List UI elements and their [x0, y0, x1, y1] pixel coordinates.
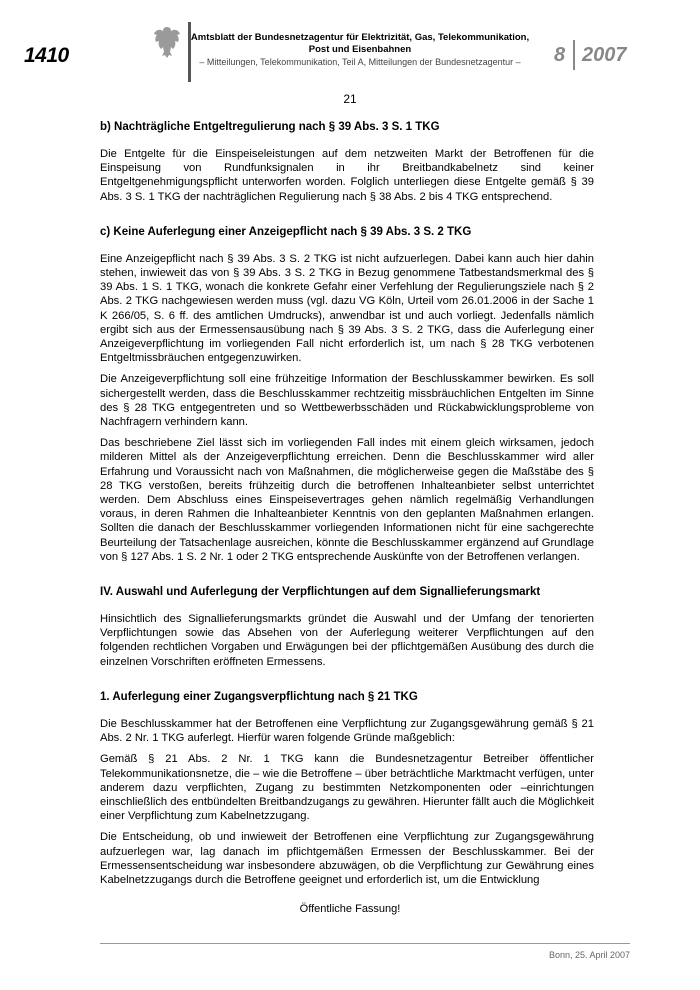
public-version-note: Öffentliche Fassung! [299, 903, 401, 915]
section-1-paragraph-3: Die Entscheidung, ob und inwieweit der Betroffenen eine Verpflichtung zur Zugangsgewährung aufzuerlegen war, lag danach im pflichtgemäßen Ermessen der Beschlusskammer. Bei der Ermessensentscheidung war insbesondere abzuwägen, ob die Verpflichtung zur Gewährung eines Kabelnetzzugangs durch die Betroffene geeignet und erforderlich ist, um die Entwicklung [100, 831, 594, 886]
section-c-paragraph-2: Die Anzeigeverpflichtung soll eine frühzeitige Information der Beschlusskammer bewirken. Es soll sichergestellt werden, dass die Beschlusskammer rechtzeitig missbräuchlichen Entgelten im Sinne des § 28 TKG entgegentreten und so Wettbewerbsschäden und Rückabwicklungsprobleme von Nachfragern verhindern kann. [100, 373, 594, 429]
document-body [100, 120, 594, 894]
section-1-heading: 1. Auferlegung einer Zugangsverpflichtung nach § 21 TKG [100, 690, 418, 703]
section-c-paragraph-3: Das beschriebene Ziel lässt sich im vorliegenden Fall indes mit einem gleich wirksamen, jedoch milderen Mittel als der Anzeigeverpflichtung erreichen. Denn die Beschlusskammer wird aller Erfahrung und Voraussicht nach von Maßnahmen, die möglicherweise gegen die Maßstäbe des § 28 TKG verstoßen, bereits frühzeitig durch die betroffenen Inhalteanbieter selbst unterrichtet werden. Dem Abschluss eines Einspeisevertrages gehen nämlich regelmäßig Verhandlungen voraus, in deren Rahmen die Inhalteanbieter Kenntnis von den geplanten Maßnahmen erlangen. Sollten die danach der Beschlusskammer vorliegenden Informationen nicht für eine sachgerechte Beurteilung der Tatsachenlage ausreichen, könnte die Beschlusskammer ergänzend auf Grundlage von § 127 Abs. 1 S. 2 Nr. 1 oder 2 TKG entsprechende Auskünfte von der Betroffenen verlangen. [100, 437, 594, 563]
section-1-paragraph-2: Gemäß § 21 Abs. 2 Nr. 1 TKG kann die Bundesnetzagentur Betreiber öffentlicher Telekommunikationsnetze, die – wie die Betroffene – über beträchtliche Marktmacht verfügen, unter anderem dazu verpflichten, Zugang zu bestimmten Netzkomponenten oder –einrichtungen einschließlich des entbündelten Breitbandzugangs zu gewähren. Hierunter fällt auch die Möglichkeit einer Verpflichtung zum Kabelnetzzugang. [100, 753, 594, 823]
federal-eagle-icon [152, 24, 182, 60]
issue-number: 8 [554, 44, 566, 66]
section-b-paragraph: Die Entgelte für die Einspeiseleistungen auf dem netzweiten Markt der Betroffenen für die Einspeisung von Rundfunksignalen in ihr Breitbandkabelnetz sind keiner Entgeltgenehmigungspflicht unterworfen worden. Folglich unterliegen diese Entgelte gemäß § 39 Abs. 3 S. 1 TKG der nachträglichen Regulierung nach § 38 Abs. 2 bis 4 TKG entsprechend. [100, 148, 594, 203]
gazette-title: Amtsblatt der Bundesnetzagentur für Elektrizität, Gas, Telekommunikation, Post und Eisenbahnen [190, 32, 530, 55]
section-iv-heading: IV. Auswahl und Auferlegung der Verpflichtungen auf dem Signallieferungsmarkt [100, 586, 541, 599]
issue-divider [573, 40, 575, 70]
section-iv-paragraph: Hinsichtlich des Signallieferungsmarkts gründet die Auswahl und der Umfang der tenorierten Verpflichtungen sowie das Absehen von der Auferlegung weiterer Verpflichtungen auf den folgenden rechtlichen Vorgaben und Erwägungen bei der pflichtgemäßen Ausübung des durch die einzelnen Vorschriften eröffneten Ermessens. [100, 613, 594, 668]
section-1-paragraph-1: Die Beschlusskammer hat der Betroffenen eine Verpflichtung zur Zugangsgewährung gemäß § 21 Abs. 2 Nr. 1 TKG auferlegt. Hierfür waren folgende Gründe maßgeblich: [100, 717, 594, 745]
section-c-paragraph-1: Eine Anzeigepflicht nach § 39 Abs. 3 S. 2 TKG ist nicht aufzuerlegen. Dabei kann auch hier dahin stehen, inwieweit das von § 39 Abs. 3 S. 2 TKG in Bezug genommene Tatbestandsmerkmal des § 39 Abs. 1 S. 1 TKG, wonach die konkrete Gefahr einer Verfehlung der Regulierungsziele nach § 2 Abs. 2 TKG nachgewiesen werden muss (vgl. dazu VG Köln, Urteil vom 26.01.2006 in der Sache 1 K 266/05, S. 6 ff. des amtlichen Umdrucks), anwendbar ist und auch vorliegt. Jedenfalls nämlich ergibt sich aus der Ermessensausübung nach § 39 Abs. 3 S. 2 TKG, dass die Auferlegung einer Anzeigeverpflichtung im vorliegenden Fall nicht erforderlich ist, um nach § 28 TKG verbotenen Entgeltmissbräuchen entgegenzuwirken. [100, 252, 594, 365]
section-b-heading: b) Nachträgliche Entgeltregulierung nach § 39 Abs. 3 S. 1 TKG [100, 121, 440, 133]
issue-year: 2007 [582, 44, 627, 66]
document-page-number: 21 [343, 92, 357, 106]
gazette-subtitle: – Mitteilungen, Telekommunikation, Teil A, Mitteilungen der Bundesnetzagentur – [199, 57, 521, 67]
gazette-page-number: 1410 [24, 44, 69, 67]
section-c-heading: c) Keine Auferlegung einer Anzeigepflicht nach § 39 Abs. 3 S. 2 TKG [100, 225, 472, 238]
page-header [0, 0, 700, 90]
footer-divider [100, 943, 630, 944]
footer-date: Bonn, 25. April 2007 [548, 950, 630, 960]
